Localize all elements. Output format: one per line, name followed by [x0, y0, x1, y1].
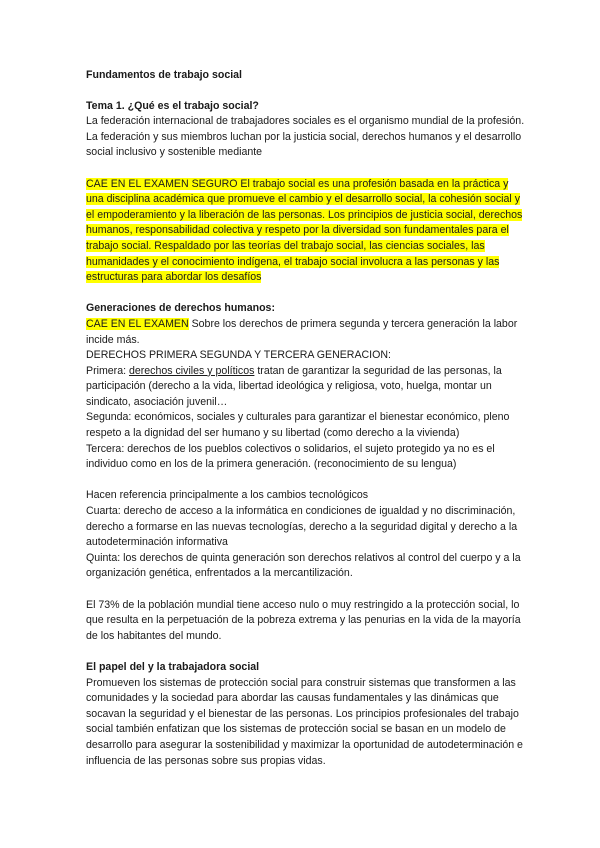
- estadistica-paragraph: El 73% de la población mundial tiene acceso nulo o muy restringido a la protección social, lo que resulta en la perpetuación de la pobreza extrema y las penurias en la vida de la mayoría de los habitantes del mundo.: [86, 598, 521, 642]
- primera-rest: tratan de garantizar la seguridad de las personas, la participación (derecho a la vida, libertad ideológica y religiosa, voto, huelga, montar un sindicato, asociación juvenil…: [86, 364, 502, 408]
- quinta-generacion: Quinta: los derechos de quinta generación son derechos relativos al control del cuerpo y a la organización genética, enfrentados a la mercantilización.: [86, 551, 521, 580]
- tercera-generacion: Tercera: derechos de los pueblos colectivos o solidarios, el sujeto protegido ya no es el individuo como en los de la primera generación. (reconocimiento de su lengua): [86, 442, 495, 471]
- spacer: [86, 473, 526, 489]
- tema1-heading: Tema 1. ¿Qué es el trabajo social?: [86, 99, 259, 112]
- generaciones-heading: Generaciones de derechos humanos:: [86, 302, 275, 315]
- tema1-highlight-paragraph: [86, 177, 526, 286]
- primera-prefix: Primera:: [86, 364, 129, 377]
- spacer: [86, 161, 526, 177]
- spacer: [86, 582, 526, 598]
- generaciones-subheading: DERECHOS PRIMERA SEGUNDA Y TERCERA GENERACION:: [86, 349, 391, 362]
- papel-heading: El papel del y la trabajadora social: [86, 660, 260, 673]
- tecnologicos-intro: Hacen referencia principalmente a los cambios tecnológicos: [86, 489, 369, 502]
- highlighted-text: CAE EN EL EXAMEN SEGURO El trabajo social es una profesión basada en la práctica y una disciplina académica que promueve el cambio y el desarrollo social, la cohesión social y el empoderamiento y la liberación de las personas. Los principios de justicia social, derechos humanos, responsabilidad colectiva y respeto por la diversidad son fundamentales para el trabajo social. Respaldado por las teorías del trabajo social, las ciencias sociales, las humanidades y el conocimiento indígena, el trabajo social involucra a las personas y las estructuras para abordar los desafíos: [86, 177, 523, 284]
- document-page: [86, 68, 526, 769]
- document-title: Fundamentos de trabajo social: [86, 69, 242, 81]
- exam-note-text: Sobre los derechos de primera segunda y tercera generación la labor incide más.: [86, 317, 518, 346]
- papel-text: Promueven los sistemas de protección social para construir sistemas que transformen a las comunidades y la sociedad para abordar las causas fundamentales y las dinámicas que socavan la seguridad y el bienestar de las personas. Los principios profesionales del trabajo social también enfatizan que los sistemas de protección social se basan en un modelo de desarrollo para asegurar la sostenibilidad y maximizar la oportunidad de autodeterminación e influencia de las personas sobre sus propias vidas.: [86, 676, 523, 767]
- exam-tag-highlight: CAE EN EL EXAMEN: [86, 317, 189, 330]
- spacer: [86, 84, 526, 99]
- cuarta-generacion: Cuarta: derecho de acceso a la informática en condiciones de igualdad y no discriminación, derecho a formarse en las nuevas tecnologías, derecho a la seguridad digital y derecho a la autodeterminación informativa: [86, 505, 518, 549]
- segunda-generacion: Segunda: económicos, sociales y culturales para garantizar el bienestar económico, pleno respeto a la dignidad del ser humano y su libertad (como derecho a la vivienda): [86, 411, 510, 440]
- spacer: [86, 286, 526, 302]
- tema1-intro: La federación internacional de trabajadores sociales es el organismo mundial de la profesión. La federación y sus miembros luchan por la justicia social, derechos humanos y el desarrollo social inclusivo y sostenible mediante: [86, 115, 525, 159]
- generaciones-exam-note: [86, 317, 526, 348]
- spacer: [86, 644, 526, 660]
- primera-underlined: derechos civiles y políticos: [128, 364, 255, 377]
- primera-generacion: [86, 364, 526, 411]
